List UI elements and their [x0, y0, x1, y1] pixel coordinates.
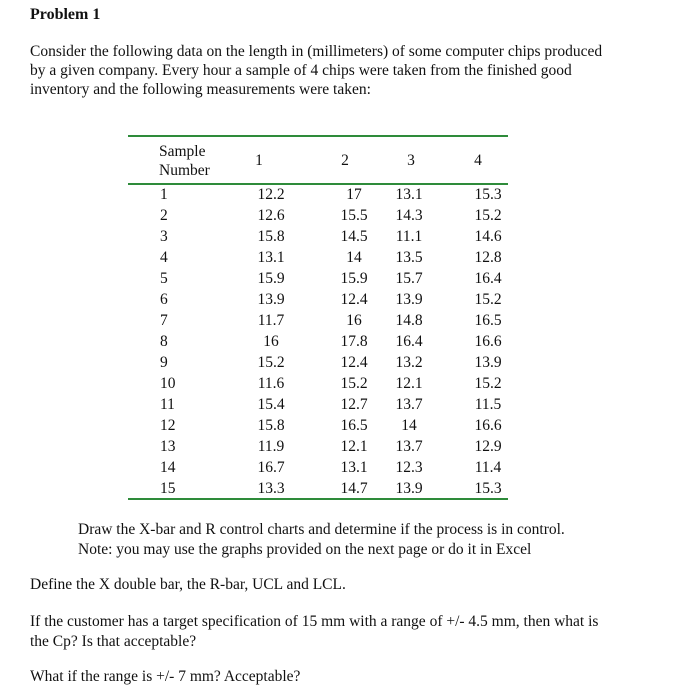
measurement-cell: 13.7: [395, 438, 423, 455]
sample-number-cell: 6: [160, 291, 168, 308]
table-row: [0, 396, 675, 417]
measurement-cell: 15.8: [257, 228, 285, 245]
measurement-cell: 13.1: [340, 459, 368, 476]
table-row: [0, 438, 675, 459]
measurement-cell: 13.3: [257, 480, 285, 497]
measurement-cell: 15.2: [474, 207, 502, 224]
sample-number-cell: 14: [160, 459, 176, 476]
measurement-cell: 15.2: [474, 291, 502, 308]
sample-number-cell: 9: [160, 354, 168, 371]
measurement-cell: 15.7: [395, 270, 423, 287]
measurement-cell: 12.8: [474, 249, 502, 266]
measurement-cell: 15.3: [474, 186, 502, 203]
measurement-cell: 11.4: [474, 459, 502, 476]
measurement-cell: 14.7: [340, 480, 368, 497]
measurement-cell: 14: [401, 417, 417, 434]
measurement-cell: 13.9: [395, 291, 423, 308]
measurement-cell: 15.3: [474, 480, 502, 497]
table-row: [0, 312, 675, 333]
measurement-cell: 16.6: [474, 417, 502, 434]
table-row: [0, 270, 675, 291]
sample-number-cell: 12: [160, 417, 176, 434]
sample-number-cell: 15: [160, 480, 176, 497]
measurement-cell: 14.6: [474, 228, 502, 245]
measurement-cell: 15.2: [340, 375, 368, 392]
measurement-cell: 16: [346, 312, 362, 329]
measurement-cell: 13.9: [395, 480, 423, 497]
measurement-cell: 13.9: [257, 291, 285, 308]
measurement-cell: 11.5: [474, 396, 502, 413]
intro-line: Consider the following data on the length in (millimeters) of some computer chips produced: [30, 43, 603, 60]
intro-line: by a given company. Every hour a sample of 4 chips were taken from the finished good: [30, 62, 572, 79]
measurement-cell: 13.1: [395, 186, 423, 203]
measurement-cell: 12.4: [340, 291, 368, 308]
measurement-cell: 15.8: [257, 417, 285, 434]
measurement-cell: 11.9: [257, 438, 285, 455]
sample-number-cell: 13: [160, 438, 176, 455]
measurement-cell: 15.4: [257, 396, 285, 413]
measurement-cell: 15.5: [340, 207, 368, 224]
measurement-cell: 16.4: [395, 333, 423, 350]
table-top-rule: [128, 135, 508, 137]
sample-number-cell: 4: [160, 249, 168, 266]
measurement-cell: 16.5: [340, 417, 368, 434]
measurement-cell: 12.9: [474, 438, 502, 455]
measurement-cell: 16.4: [474, 270, 502, 287]
measurement-cell: 14.3: [395, 207, 423, 224]
sample-number-cell: 10: [160, 375, 176, 392]
table-row: [0, 354, 675, 375]
measurement-cell: 12.2: [257, 186, 285, 203]
column-header: 4: [474, 152, 482, 169]
measurement-cell: 17.8: [340, 333, 368, 350]
table-row: [0, 228, 675, 249]
measurement-cell: 14.8: [395, 312, 423, 329]
measurement-cell: 14.5: [340, 228, 368, 245]
table-row: [0, 207, 675, 228]
column-header: 3: [407, 152, 415, 169]
table-row: [0, 375, 675, 396]
instruction-line: Draw the X-bar and R control charts and determine if the process is in control.: [78, 521, 565, 538]
measurement-cell: 16.6: [474, 333, 502, 350]
sample-header-line: Sample: [159, 143, 206, 160]
question-cp-line: the Cp? Is that acceptable?: [30, 633, 197, 650]
measurement-cell: 15.2: [257, 354, 285, 371]
measurement-cell: 11.1: [395, 228, 423, 245]
table-header-rule: [128, 183, 508, 185]
measurement-cell: 11.7: [257, 312, 285, 329]
table-row: [0, 186, 675, 207]
measurement-cell: 13.7: [395, 396, 423, 413]
instruction-line: Note: you may use the graphs provided on the next page or do it in Excel: [78, 541, 532, 558]
measurement-cell: 15.2: [474, 375, 502, 392]
question-cp-line: If the customer has a target specification of 15 mm with a range of +/- 4.5 mm, then what is: [30, 613, 599, 630]
measurement-cell: 17: [346, 186, 362, 203]
table-row: [0, 291, 675, 312]
sample-number-cell: 2: [160, 207, 168, 224]
problem-title: Problem 1: [30, 6, 101, 23]
measurement-cell: 13.9: [474, 354, 502, 371]
measurement-cell: 15.9: [257, 270, 285, 287]
sample-number-header: [159, 142, 229, 180]
sample-number-cell: 1: [160, 186, 168, 203]
measurement-cell: 16.5: [474, 312, 502, 329]
measurement-cell: 11.6: [257, 375, 285, 392]
sample-number-cell: 8: [160, 333, 168, 350]
measurement-cell: 12.1: [395, 375, 423, 392]
sample-number-cell: 3: [160, 228, 168, 245]
question-cp: [30, 612, 598, 652]
column-header: 2: [341, 152, 349, 169]
column-header: 1: [255, 152, 263, 169]
sample-header-line: Number: [159, 162, 210, 179]
intro-line: inventory and the following measurements were taken:: [30, 81, 371, 98]
measurement-cell: 13.5: [395, 249, 423, 266]
measurement-cell: 12.3: [395, 459, 423, 476]
measurement-cell: 12.7: [340, 396, 368, 413]
measurement-cell: 15.9: [340, 270, 368, 287]
measurement-cell: 12.6: [257, 207, 285, 224]
question-define: Define the X double bar, the R-bar, UCL and LCL.: [30, 576, 346, 593]
question-range: What if the range is +/- 7 mm? Acceptable?: [30, 668, 301, 685]
instructions: [78, 520, 565, 560]
measurement-cell: 16: [263, 333, 279, 350]
intro-paragraph: [30, 42, 650, 99]
table-row: [0, 249, 675, 270]
table-row: [0, 333, 675, 354]
table-row: [0, 459, 675, 480]
sample-number-cell: 11: [160, 396, 175, 413]
sample-number-cell: 7: [160, 312, 168, 329]
measurement-cell: 16.7: [257, 459, 285, 476]
measurement-cell: 13.1: [257, 249, 285, 266]
table-row: [0, 480, 675, 501]
measurement-cell: 14: [346, 249, 362, 266]
measurement-cell: 13.2: [395, 354, 423, 371]
table-row: [0, 417, 675, 438]
measurement-cell: 12.4: [340, 354, 368, 371]
measurement-cell: 12.1: [340, 438, 368, 455]
sample-number-cell: 5: [160, 270, 168, 287]
